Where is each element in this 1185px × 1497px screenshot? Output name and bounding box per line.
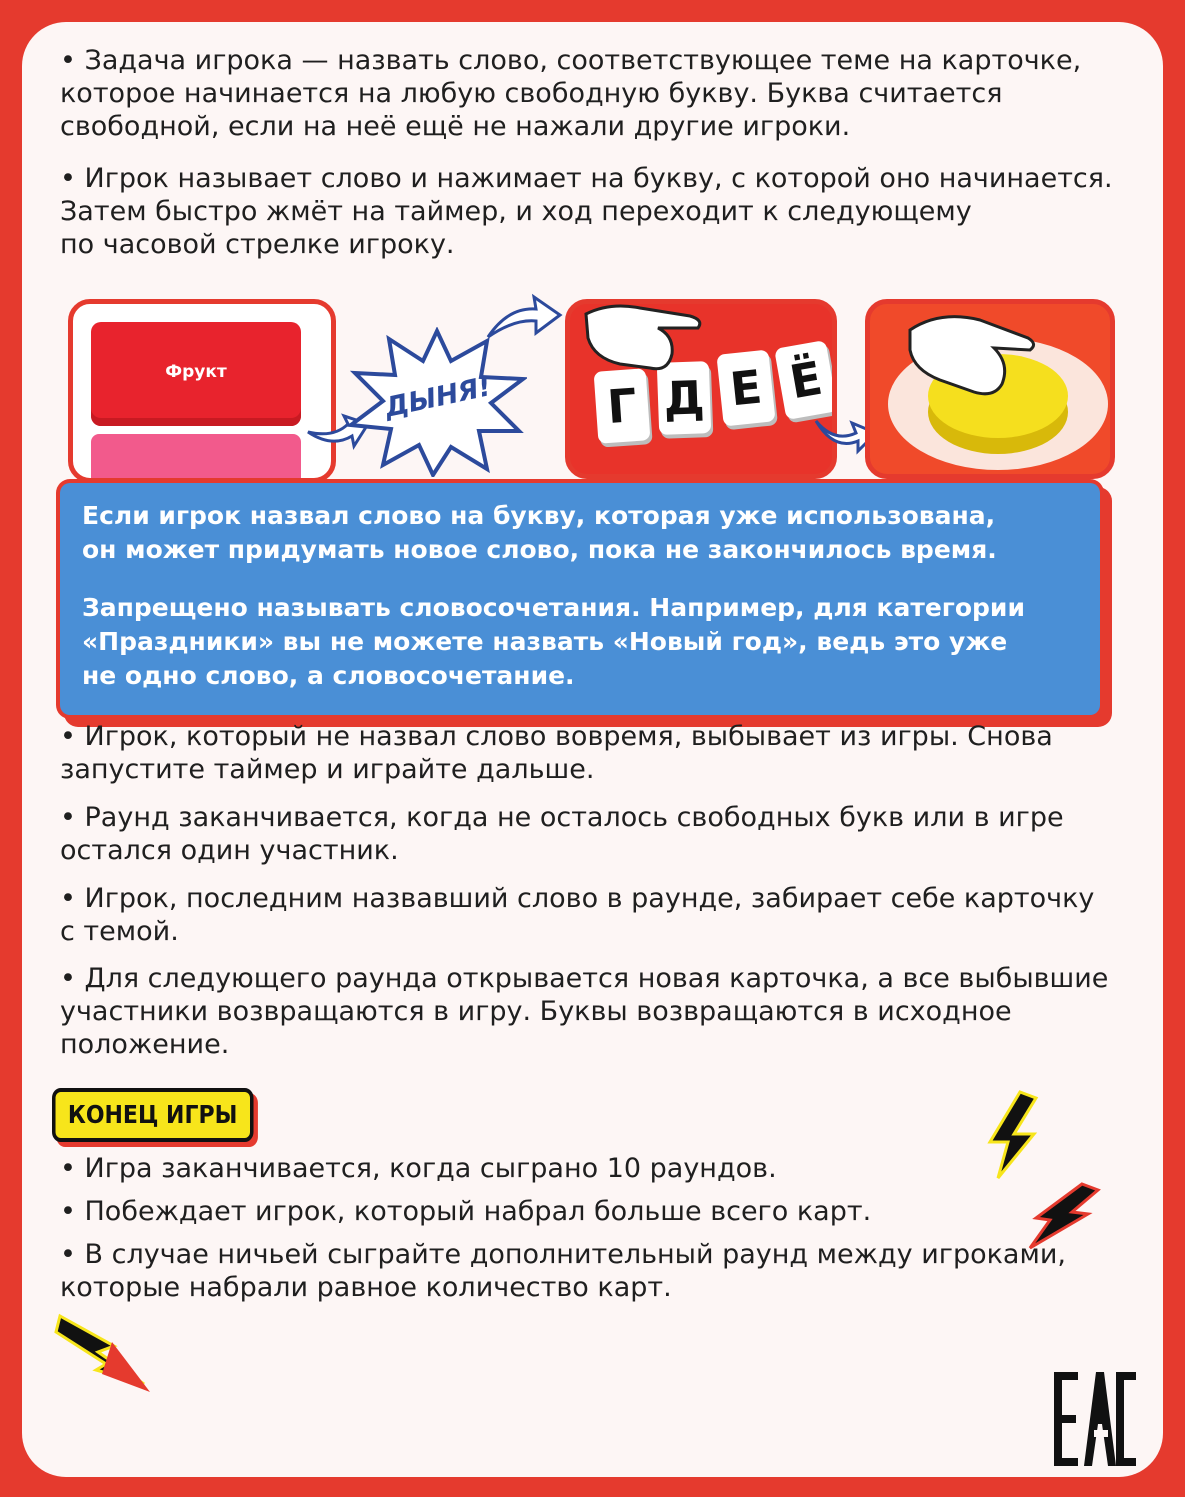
eac-mark-icon: [1054, 1372, 1136, 1466]
theme-card: [91, 322, 301, 426]
letter-tile: Г: [594, 368, 651, 443]
rule-paragraph: • Игра заканчивается, когда сыграно 10 раундов.: [60, 1153, 777, 1184]
arrow-right-icon: [484, 287, 564, 347]
rule-paragraph: • В случае ничьей сыграйте дополнительный раунд между игроками, которые набрали равное количество карт.: [60, 1239, 1066, 1303]
rule-paragraph: • Задача игрока — назвать слово, соответствующее теме на карточке, которое начинается на любую свободную букву. Буква считается свободной, если на неё ещё не нажали другие игроки.: [60, 45, 1082, 142]
lightning-bolt-icon: [1022, 1182, 1102, 1252]
theme-card-illustration: [68, 299, 336, 483]
letter-tile: Е: [716, 349, 775, 426]
lightning-bolt-icon: [980, 1090, 1050, 1180]
rule-paragraph: • Побеждает игрок, который набрал больше всего карт.: [60, 1196, 872, 1227]
rules-panel: [22, 22, 1163, 1477]
letter-tile: Д: [657, 361, 711, 435]
note-paragraph: Если игрок назвал слово на букву, которая уже использована, он может придумать новое слово, пока не закончилось время.: [82, 501, 997, 564]
timer-illustration: [865, 299, 1115, 479]
end-of-game-heading: КОНЕЦ ИГРЫ: [52, 1088, 253, 1142]
letters-illustration: [565, 299, 837, 479]
rule-paragraph: • Для следующего раунда открывается новая карточка, а все выбывшие участники возвращаются в игру. Буквы возвращаются в исходное положение.: [60, 963, 1109, 1060]
pointing-hand-icon: [580, 299, 710, 378]
note-paragraph: Запрещено называть словосочетания. Например, для категории «Праздники» вы не можете назвать «Новый год», ведь это уже не одно слово, а словосочетание.: [82, 593, 1025, 690]
rule-paragraph: • Игрок называет слово и нажимает на букву, с которой оно начинается. Затем быстро жмёт на таймер, и ход переходит к следующему по часовой стрелке игроку.: [60, 163, 1113, 260]
card-stack: [91, 434, 301, 478]
letter-tile: Ё: [774, 340, 837, 420]
theme-card-label: Фрукт: [165, 362, 227, 382]
rule-paragraph: • Игрок, который не назвал слово вовремя, выбывает из игры. Снова запустите таймер и играйте дальше.: [60, 721, 1053, 785]
lightning-bolt-icon: [52, 1312, 152, 1402]
rule-paragraph: • Игрок, последним назвавший слово в раунде, забирает себе карточку с темой.: [60, 883, 1095, 947]
shout-word: ДЫНЯ!: [381, 371, 494, 424]
rule-paragraph: • Раунд заканчивается, когда не осталось свободных букв или в игре остался один участник.: [60, 802, 1064, 866]
important-note: [60, 483, 1100, 715]
